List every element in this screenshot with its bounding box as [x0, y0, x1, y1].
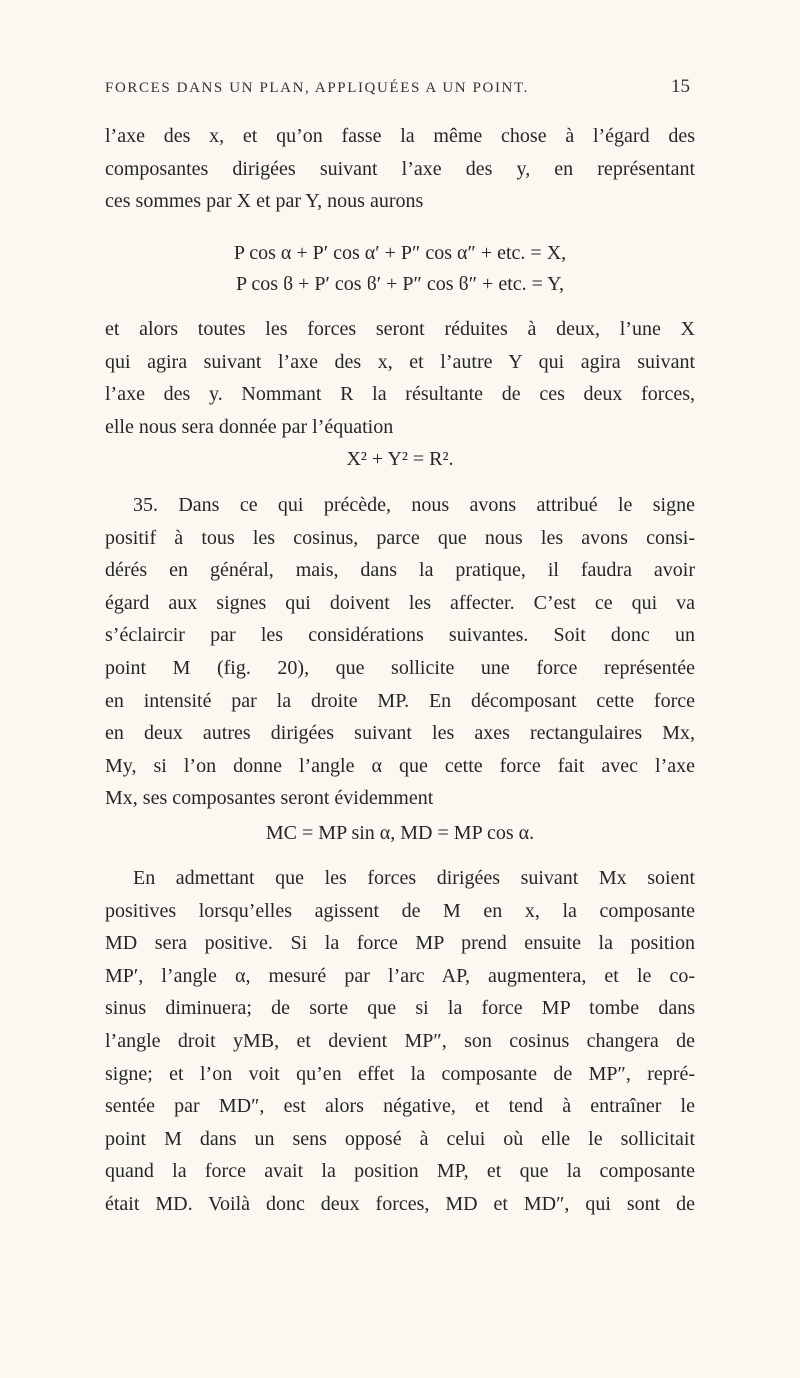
text-line: En admettant que les forces dirigées suivant Mx soient — [133, 867, 695, 889]
text-line: quand la force avait la position MP, et que la composante — [105, 1160, 695, 1183]
paragraph-two-forces — [105, 313, 695, 443]
paragraph-continuation — [105, 120, 695, 218]
equation-resultant: X² + Y² = R². — [346, 448, 454, 470]
text-line: égard aux signes qui doivent les affecter. C’est ce qui va — [105, 591, 695, 614]
text-line: positives lorsqu’elles agissent de M en x, la composante — [105, 899, 695, 922]
text-line: elle nous sera donnée par l’équation — [105, 415, 394, 438]
text-line: point M (fig. 20), que sollicite une force représentée — [105, 656, 695, 679]
paragraph-section-35 — [105, 489, 695, 815]
text-line: l’angle droit yMB, et devient MP″, son cosinus changera de — [105, 1029, 695, 1052]
page-number: 15 — [671, 76, 690, 97]
text-line: sentée par MD″, est alors négative, et tend à entraîner le — [105, 1095, 695, 1118]
text-line: en intensité par la droite MP. En décomposant cette force — [105, 689, 695, 712]
text-line: point M dans un sens opposé à celui où elle le sollicitait — [105, 1127, 695, 1150]
text-line: 35. Dans ce qui précède, nous avons attribué le signe — [133, 494, 695, 516]
text-line: s’éclaircir par les considérations suivantes. Soit donc un — [105, 624, 695, 647]
text-line: My, si l’on donne l’angle α que cette force fait avec l’axe — [105, 754, 695, 777]
text-line: et alors toutes les forces seront réduites à deux, l’une X — [105, 318, 695, 340]
text-line: positif à tous les cosinus, parce que nous les avons consi- — [105, 526, 695, 549]
text-line: composantes dirigées suivant l’axe des y, en représentant — [105, 157, 695, 180]
text-line: signe; et l’on voit qu’en effet la composante de MP″, repré- — [105, 1062, 695, 1085]
running-header — [105, 76, 690, 104]
text-line: MP′, l’angle α, mesuré par l’arc AP, augmentera, et le co- — [105, 964, 695, 987]
text-line: dérés en général, mais, dans la pratique, il faudra avoir — [105, 559, 695, 582]
text-line: sinus diminuera; de sorte que si la force MP tombe dans — [105, 997, 695, 1020]
text-line: l’axe des y. Nommant R la résultante de ces deux forces, — [105, 383, 695, 406]
text-line: était MD. Voilà donc deux forces, MD et MD″, qui sont de — [105, 1192, 695, 1215]
text-line: l’axe des x, et qu’on fasse la même chose à l’égard des — [105, 125, 695, 147]
text-line: MD sera positive. Si la force MP prend ensuite la position — [105, 932, 695, 955]
text-line: Mx, ses composantes seront évidemment — [105, 787, 434, 810]
text-line: qui agira suivant l’axe des x, et l’autre Y qui agira suivant — [105, 350, 695, 373]
text-line: en deux autres dirigées suivant les axes rectangulaires Mx, — [105, 722, 695, 745]
equation-components: MC = MP sin α, MD = MP cos α. — [265, 822, 535, 844]
paragraph-sign-discussion — [105, 862, 695, 1221]
text-line: ces sommes par X et par Y, nous aurons — [105, 190, 424, 213]
running-title: FORCES DANS UN PLAN, APPLIQUÉES A UN POINT. — [105, 80, 529, 96]
equation-x-sum: P cos α + P′ cos α′ + P″ cos α″ + etc. = X, — [233, 242, 567, 264]
equation-y-sum: P cos ϐ + P′ cos ϐ′ + P″ cos ϐ″ + etc. = Y, — [235, 273, 565, 295]
